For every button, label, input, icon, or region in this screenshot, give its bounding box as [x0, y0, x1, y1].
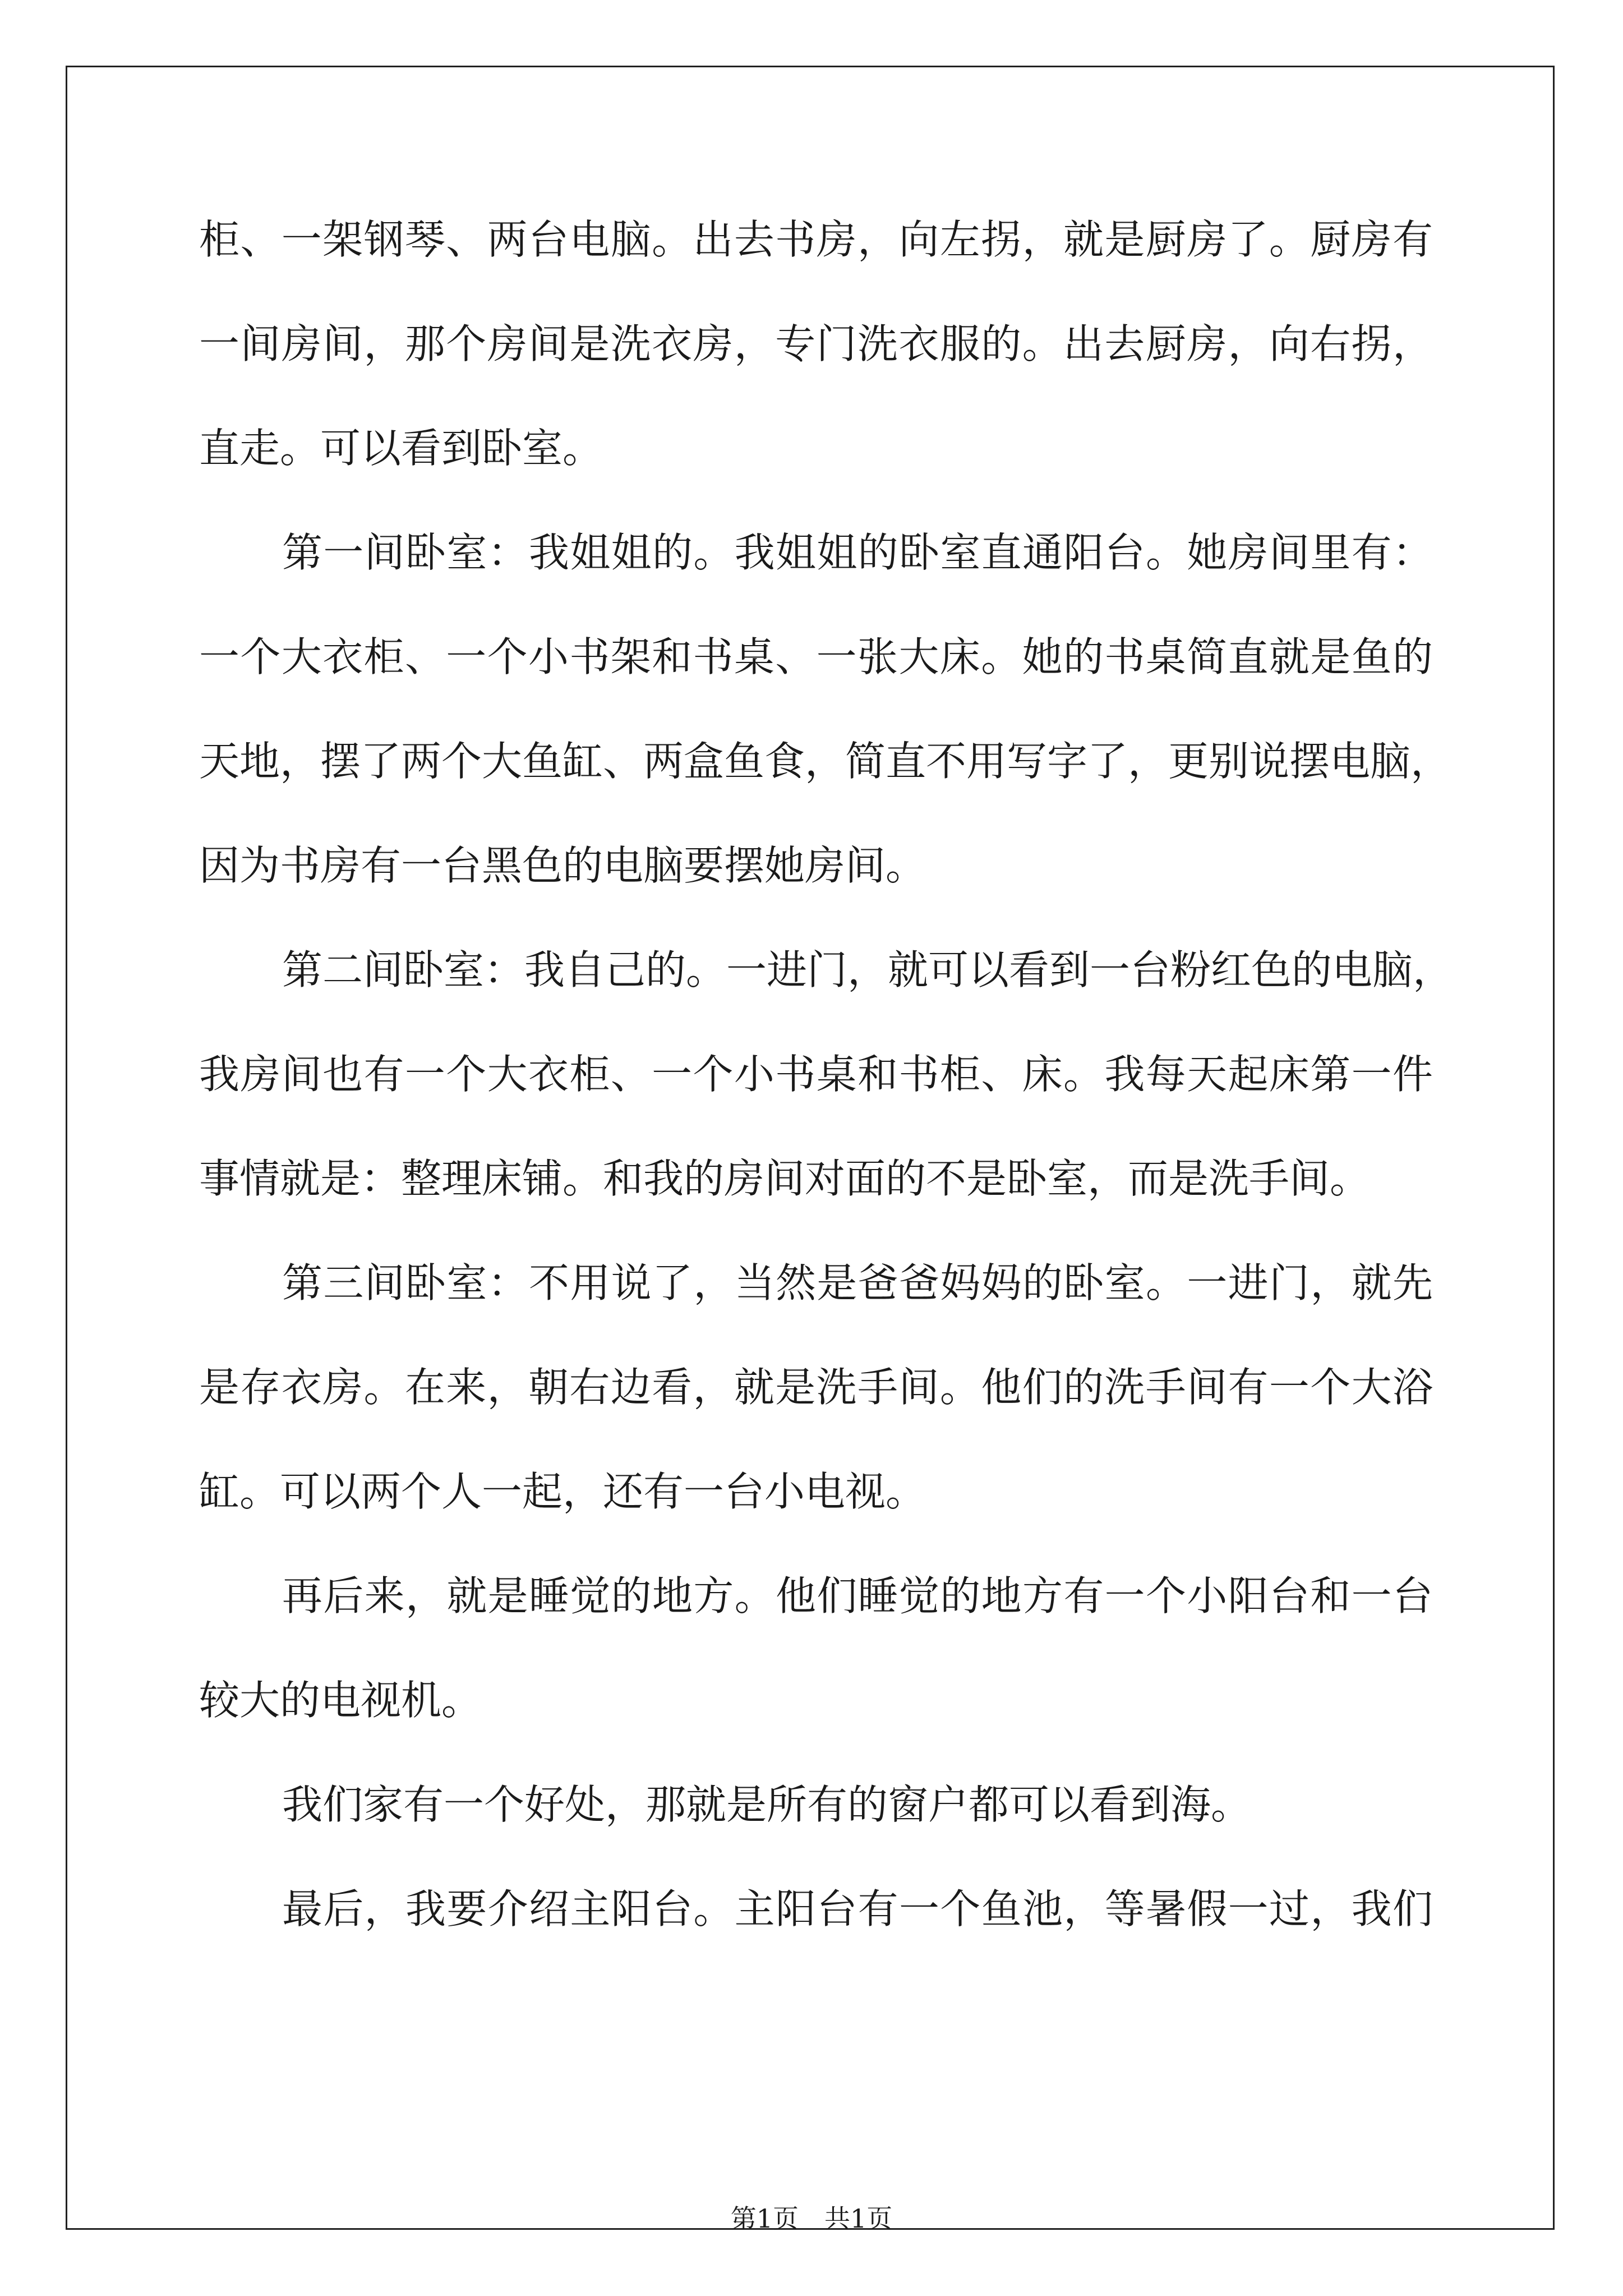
page-number: 第1页: [730, 2203, 799, 2234]
text-line: 我房间也有一个大衣柜、一个小书桌和书柜、床。我每天起床第一件: [199, 1051, 1433, 1098]
paragraph-start-line: 第二间卧室：我自己的。一进门，就可以看到一台粉红色的电脑，: [282, 946, 1454, 993]
text-line: 一个大衣柜、一个小书架和书桌、一张大床。她的书桌简直就是鱼的: [199, 633, 1433, 680]
paragraph-start-line: 最后，我要介绍主阳台。主阳台有一个鱼池，等暑假一过，我们: [282, 1885, 1433, 1932]
text-line: 直走。可以看到卧室。: [199, 425, 603, 472]
paragraph-start-line: 第三间卧室：不用说了，当然是爸爸妈妈的卧室。一进门，就先: [282, 1259, 1433, 1306]
text-line: 是存衣房。在来，朝右边看，就是洗手间。他们的洗手间有一个大浴: [199, 1364, 1433, 1411]
text-line: 事情就是：整理床铺。和我的房间对面的不是卧室，而是洗手间。: [199, 1155, 1371, 1202]
text-line: 较大的电视机。: [199, 1677, 482, 1724]
text-line: 一间房间，那个房间是洗衣房，专门洗衣服的。出去厨房，向右拐，: [199, 320, 1433, 367]
page-footer: [0, 2202, 1623, 2235]
text-line: 缸。可以两个人一起，还有一台小电视。: [199, 1468, 926, 1515]
total-pages: 共1页: [824, 2203, 893, 2234]
paragraph-start-line: 再后来，就是睡觉的地方。他们睡觉的地方有一个小阳台和一台: [282, 1572, 1433, 1619]
text-line: 柜、一架钢琴、两台电脑。出去书房，向左拐，就是厨房了。厨房有: [199, 216, 1433, 263]
paragraph-start-line: 第一间卧室：我姐姐的。我姐姐的卧室直通阳台。她房间里有：: [282, 529, 1433, 576]
text-line: 天地，摆了两个大鱼缸、两盒鱼食，简直不用写字了，更别说摆电脑，: [199, 738, 1451, 785]
document-body: [199, 209, 1454, 1982]
text-line: 因为书房有一台黑色的电脑要摆她房间。: [199, 842, 926, 889]
paragraph-start-line: 我们家有一个好处，那就是所有的窗户都可以看到海。: [282, 1781, 1252, 1828]
